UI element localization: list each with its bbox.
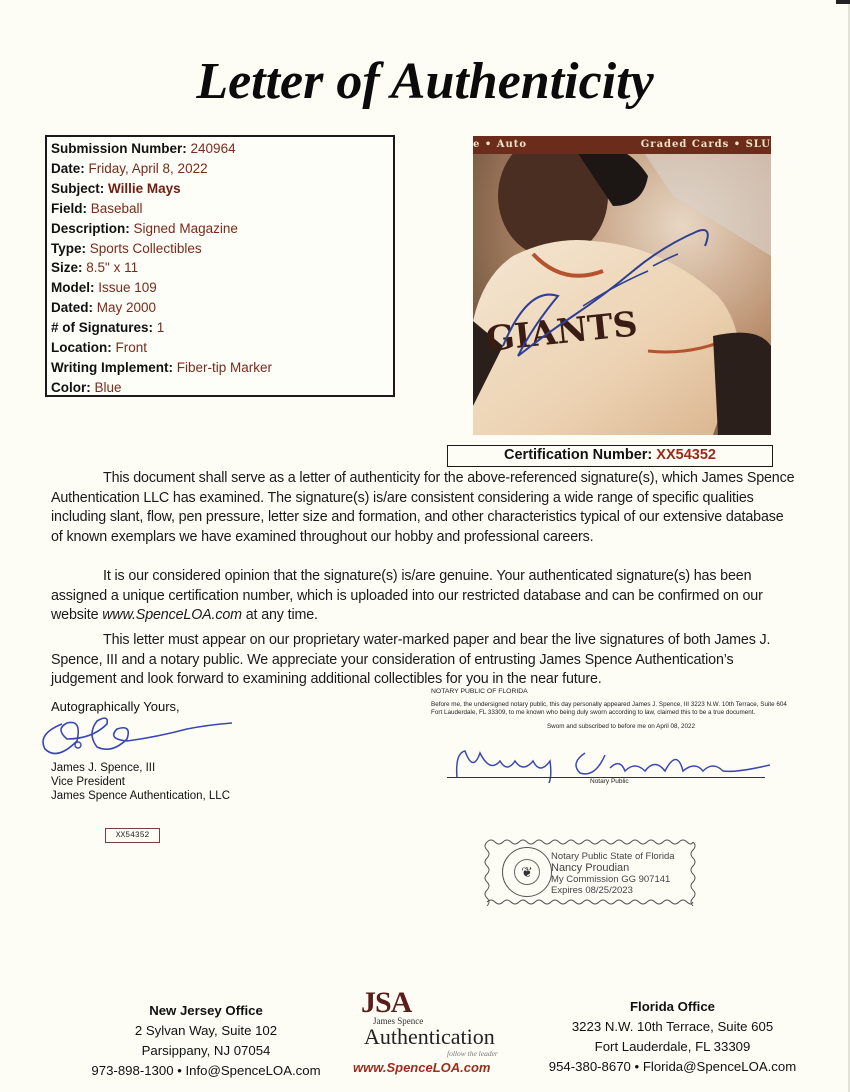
magazine-banner: e • Auto Graded Cards • SLU xyxy=(473,136,771,154)
nj-contact: 973-898-1300 • Info@SpenceLOA.com xyxy=(91,1063,321,1078)
info-row-subject: Subject: Willie Mays xyxy=(51,180,181,196)
info-row-submission-number: Submission Number: 240964 xyxy=(51,141,236,156)
notary-text: Before me, the undersigned notary public, this day personally appeared James J. Spence, III 3223 N.W. 10th Terrace, Suite 604 Fort Lauderdale, FL 33309, to me known who being duly sworn according to law, claimed this to be a true document. xyxy=(431,701,787,716)
info-row-type: Type: Sports Collectibles xyxy=(51,240,202,256)
document-title: Letter of Authenticity xyxy=(196,53,654,110)
info-row-model: Model: Issue 109 xyxy=(51,280,157,296)
notary-sworn-line: Swom and subscribed to before me on April 08, 2022 xyxy=(546,723,696,730)
notary-label: Notary Public xyxy=(590,778,629,785)
jersey-lettering: GIANTS xyxy=(483,304,640,360)
notary-heading: NOTARY PUBLIC OF FLORIDA xyxy=(431,688,528,695)
signer-name: James J. Spence, III xyxy=(51,762,156,774)
info-row-field: Field: Baseball xyxy=(51,200,143,216)
signoff-block xyxy=(51,699,311,802)
info-row-signature-count: # of Signatures: 1 xyxy=(51,320,165,336)
spence-signature xyxy=(37,709,237,759)
info-row-dated: Dated: May 2000 xyxy=(51,300,157,316)
notary-name: Nancy Proudian xyxy=(551,862,630,874)
eagle-icon: ❦ xyxy=(514,859,540,885)
paragraph-opinion: It is our considered opinion that the signature(s) is/are genuine. Your authenticated signature(s) has been assigned a unique certification number, which is uploaded into our restricted database and can be confirmed on our website www.SpenceLOA.com at any time. xyxy=(51,568,763,624)
page-corner xyxy=(836,0,850,4)
submission-info-box xyxy=(45,135,395,397)
certification-number: XX54352 xyxy=(656,447,716,463)
signed-magazine-photo xyxy=(473,136,771,435)
signer-company: James Spence Authentication, LLC xyxy=(51,790,231,802)
info-row-date: Date: Friday, April 8, 2022 xyxy=(51,160,208,176)
signoff-greeting: Autographically Yours, xyxy=(51,699,180,714)
notary-stamp-text: Notary Public State of Florida Nancy Proudian My Commission GG 907141 Expires 08/25/2023 xyxy=(551,851,675,896)
fl-contact: 954-380-8670 • Florida@SpenceLOA.com xyxy=(548,1059,797,1074)
hologram-sticker: XX54352 xyxy=(105,828,160,843)
footer-website-link[interactable]: www.SpenceLOA.com xyxy=(353,1060,491,1075)
info-row-color: Color: Blue xyxy=(51,379,122,395)
signer-title: Vice President xyxy=(51,776,125,788)
info-row-description: Description: Signed Magazine xyxy=(51,220,238,236)
footer-new-jersey-office: New Jersey Office 2 Sylvan Way, Suite 102 Parsippany, NJ 07054 973-898-1300 • Info@SpenceLOA.com xyxy=(60,1001,352,1081)
player-photo-illustration xyxy=(473,136,771,435)
paragraph-examination: This document shall serve as a letter of authenticity for the above-referenced signature(s), which James Spence Authentication LLC has examined. The signature(s) is/are consistent considering a wide range of specific qualities including slant, flow, pen pressure, letter size and formation, and other characteristics typical of our extensive database of known exemplars we have examined throughout our hobby and professional careers. xyxy=(51,470,795,545)
paragraph-watermark: This letter must appear on our proprietary water-marked paper and bear the live signatures of both James J. Spence, III and a notary public. We appreciate your consideration of entrusting James Spence Authentication’s judgement and look forward to examining additional collectibles for you in the near future. xyxy=(51,632,771,688)
website-link[interactable]: www.SpenceLOA.com xyxy=(102,607,242,624)
info-row-location: Location: Front xyxy=(51,340,148,356)
notary-statement xyxy=(431,688,791,731)
info-row-size: Size: 8.5" x 11 xyxy=(51,260,139,276)
info-row-writing-implement: Writing Implement: Fiber-tip Marker xyxy=(51,359,273,375)
jsa-logo: JSA James Spence Authentication follow the leader www.SpenceLOA.com xyxy=(353,986,498,1075)
footer-florida-office: Florida Office 3223 N.W. 10th Terrace, Suite 605 Fort Lauderdale, FL 33309 954-380-8670 • Florida@SpenceLOA.com xyxy=(510,997,835,1077)
signer-details xyxy=(51,761,230,803)
certification-number-box: Certification Number: XX54352 xyxy=(447,445,773,467)
notary-seal xyxy=(502,847,552,897)
